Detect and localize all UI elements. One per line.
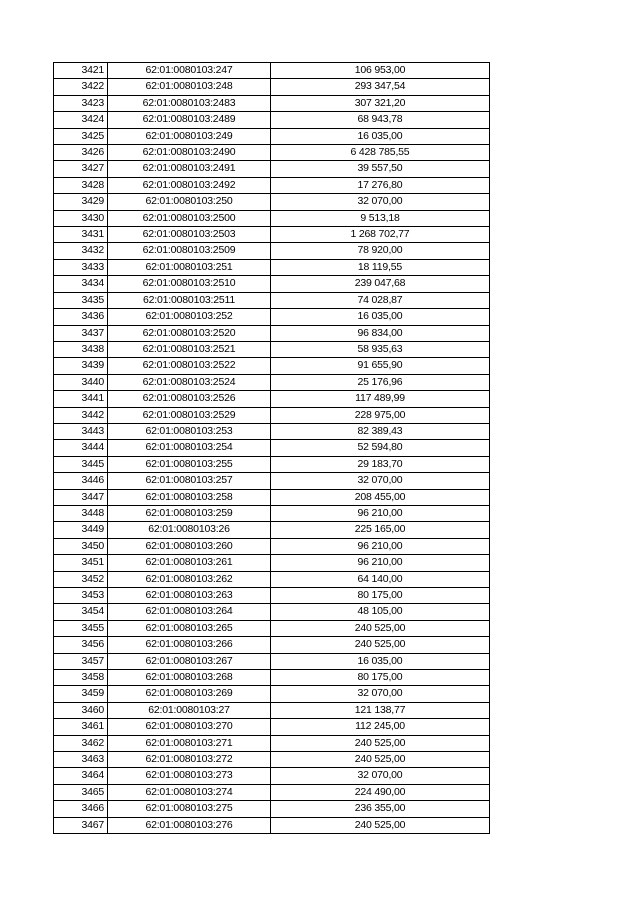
row-number-cell: 3443 xyxy=(54,423,108,439)
cadastral-value-cell: 6 428 785,55 xyxy=(271,145,490,161)
cadastral-value-cell: 240 525,00 xyxy=(271,735,490,751)
cadastral-number-cell: 62:01:0080103:2492 xyxy=(108,177,271,193)
row-number-cell: 3464 xyxy=(54,768,108,784)
row-number-cell: 3434 xyxy=(54,276,108,292)
cadastral-number-cell: 62:01:0080103:2511 xyxy=(108,292,271,308)
cadastral-number-cell: 62:01:0080103:247 xyxy=(108,63,271,79)
table-row xyxy=(54,440,490,456)
cadastral-value-cell: 112 245,00 xyxy=(271,719,490,735)
cadastral-number-cell: 62:01:0080103:267 xyxy=(108,653,271,669)
cadastral-number-cell: 62:01:0080103:265 xyxy=(108,620,271,636)
row-number-cell: 3426 xyxy=(54,145,108,161)
row-number-cell: 3422 xyxy=(54,79,108,95)
row-number-cell: 3421 xyxy=(54,63,108,79)
row-number-cell: 3438 xyxy=(54,341,108,357)
table-row xyxy=(54,276,490,292)
row-number-cell: 3455 xyxy=(54,620,108,636)
cadastral-number-cell: 62:01:0080103:2522 xyxy=(108,358,271,374)
row-number-cell: 3442 xyxy=(54,407,108,423)
table-row xyxy=(54,407,490,423)
cadastral-number-cell: 62:01:0080103:252 xyxy=(108,309,271,325)
cadastral-value-cell: 48 105,00 xyxy=(271,604,490,620)
cadastral-value-cell: 91 655,90 xyxy=(271,358,490,374)
row-number-cell: 3451 xyxy=(54,555,108,571)
cadastral-value-cell: 96 210,00 xyxy=(271,505,490,521)
cadastral-value-cell: 96 834,00 xyxy=(271,325,490,341)
table-row xyxy=(54,177,490,193)
table-row xyxy=(54,210,490,226)
table-row xyxy=(54,358,490,374)
cadastral-number-cell: 62:01:0080103:264 xyxy=(108,604,271,620)
cadastral-number-cell: 62:01:0080103:258 xyxy=(108,489,271,505)
cadastral-value-cell: 64 140,00 xyxy=(271,571,490,587)
table-row xyxy=(54,145,490,161)
row-number-cell: 3467 xyxy=(54,817,108,833)
row-number-cell: 3460 xyxy=(54,702,108,718)
row-number-cell: 3436 xyxy=(54,309,108,325)
cadastral-value-cell: 78 920,00 xyxy=(271,243,490,259)
cadastral-number-cell: 62:01:0080103:268 xyxy=(108,670,271,686)
table-row xyxy=(54,670,490,686)
row-number-cell: 3425 xyxy=(54,128,108,144)
cadastral-value-cell: 240 525,00 xyxy=(271,817,490,833)
row-number-cell: 3429 xyxy=(54,194,108,210)
table-row xyxy=(54,292,490,308)
cadastral-number-cell: 62:01:0080103:2520 xyxy=(108,325,271,341)
cadastral-number-cell: 62:01:0080103:2489 xyxy=(108,112,271,128)
table-row xyxy=(54,309,490,325)
cadastral-number-cell: 62:01:0080103:2490 xyxy=(108,145,271,161)
row-number-cell: 3456 xyxy=(54,637,108,653)
cadastral-number-cell: 62:01:0080103:254 xyxy=(108,440,271,456)
cadastral-value-cell: 293 347,54 xyxy=(271,79,490,95)
table-row xyxy=(54,456,490,472)
cadastral-number-cell: 62:01:0080103:275 xyxy=(108,801,271,817)
table-row xyxy=(54,79,490,95)
cadastral-value-cell: 121 138,77 xyxy=(271,702,490,718)
table-row xyxy=(54,243,490,259)
cadastral-number-cell: 62:01:0080103:272 xyxy=(108,752,271,768)
cadastral-value-cell: 236 355,00 xyxy=(271,801,490,817)
table-row xyxy=(54,604,490,620)
cadastral-number-cell: 62:01:0080103:263 xyxy=(108,588,271,604)
cadastral-value-cell: 208 455,00 xyxy=(271,489,490,505)
row-number-cell: 3441 xyxy=(54,391,108,407)
cadastral-value-cell: 25 176,96 xyxy=(271,374,490,390)
row-number-cell: 3427 xyxy=(54,161,108,177)
table-row xyxy=(54,473,490,489)
row-number-cell: 3424 xyxy=(54,112,108,128)
cadastral-number-cell: 62:01:0080103:27 xyxy=(108,702,271,718)
table-row xyxy=(54,719,490,735)
table-row xyxy=(54,555,490,571)
cadastral-value-cell: 74 028,87 xyxy=(271,292,490,308)
cadastral-number-cell: 62:01:0080103:269 xyxy=(108,686,271,702)
cadastral-number-cell: 62:01:0080103:251 xyxy=(108,259,271,275)
row-number-cell: 3449 xyxy=(54,522,108,538)
cadastral-value-cell: 240 525,00 xyxy=(271,637,490,653)
table-row xyxy=(54,588,490,604)
table-row xyxy=(54,735,490,751)
cadastral-number-cell: 62:01:0080103:2483 xyxy=(108,95,271,111)
table-row xyxy=(54,752,490,768)
cadastral-number-cell: 62:01:0080103:274 xyxy=(108,784,271,800)
row-number-cell: 3428 xyxy=(54,177,108,193)
table-row xyxy=(54,63,490,79)
row-number-cell: 3431 xyxy=(54,227,108,243)
cadastral-value-cell: 240 525,00 xyxy=(271,752,490,768)
cadastral-value-cell: 39 557,50 xyxy=(271,161,490,177)
cadastral-number-cell: 62:01:0080103:2509 xyxy=(108,243,271,259)
row-number-cell: 3448 xyxy=(54,505,108,521)
cadastral-value-cell: 225 165,00 xyxy=(271,522,490,538)
cadastral-value-cell: 80 175,00 xyxy=(271,588,490,604)
table-row xyxy=(54,768,490,784)
cadastral-number-cell: 62:01:0080103:255 xyxy=(108,456,271,472)
table-row xyxy=(54,227,490,243)
row-number-cell: 3454 xyxy=(54,604,108,620)
table-row xyxy=(54,391,490,407)
row-number-cell: 3459 xyxy=(54,686,108,702)
cadastral-number-cell: 62:01:0080103:261 xyxy=(108,555,271,571)
table-row xyxy=(54,653,490,669)
row-number-cell: 3450 xyxy=(54,538,108,554)
table-row xyxy=(54,702,490,718)
row-number-cell: 3465 xyxy=(54,784,108,800)
row-number-cell: 3462 xyxy=(54,735,108,751)
cadastral-value-cell: 16 035,00 xyxy=(271,128,490,144)
cadastral-number-cell: 62:01:0080103:273 xyxy=(108,768,271,784)
cadastral-number-cell: 62:01:0080103:253 xyxy=(108,423,271,439)
cadastral-number-cell: 62:01:0080103:2521 xyxy=(108,341,271,357)
cadastral-value-cell: 96 210,00 xyxy=(271,555,490,571)
cadastral-value-cell: 16 035,00 xyxy=(271,653,490,669)
table-row xyxy=(54,161,490,177)
cadastral-value-cell: 80 175,00 xyxy=(271,670,490,686)
cadastral-number-cell: 62:01:0080103:248 xyxy=(108,79,271,95)
row-number-cell: 3453 xyxy=(54,588,108,604)
table-row xyxy=(54,801,490,817)
table-row xyxy=(54,194,490,210)
cadastral-number-cell: 62:01:0080103:270 xyxy=(108,719,271,735)
table-body xyxy=(54,63,490,834)
cadastral-value-cell: 228 975,00 xyxy=(271,407,490,423)
cadastral-number-cell: 62:01:0080103:2526 xyxy=(108,391,271,407)
cadastral-value-cell: 240 525,00 xyxy=(271,620,490,636)
row-number-cell: 3437 xyxy=(54,325,108,341)
table-row xyxy=(54,686,490,702)
table-row xyxy=(54,341,490,357)
cadastral-value-cell: 1 268 702,77 xyxy=(271,227,490,243)
cadastral-value-cell: 32 070,00 xyxy=(271,194,490,210)
row-number-cell: 3433 xyxy=(54,259,108,275)
cadastral-value-cell: 117 489,99 xyxy=(271,391,490,407)
cadastral-value-cell: 9 513,18 xyxy=(271,210,490,226)
cadastral-value-cell: 82 389,43 xyxy=(271,423,490,439)
table-row xyxy=(54,95,490,111)
row-number-cell: 3430 xyxy=(54,210,108,226)
cadastral-value-cell: 32 070,00 xyxy=(271,473,490,489)
row-number-cell: 3458 xyxy=(54,670,108,686)
cadastral-number-cell: 62:01:0080103:249 xyxy=(108,128,271,144)
table-row xyxy=(54,571,490,587)
cadastral-value-cell: 17 276,80 xyxy=(271,177,490,193)
cadastral-number-cell: 62:01:0080103:257 xyxy=(108,473,271,489)
cadastral-value-cell: 18 119,55 xyxy=(271,259,490,275)
table-row xyxy=(54,505,490,521)
row-number-cell: 3447 xyxy=(54,489,108,505)
table-row xyxy=(54,784,490,800)
cadastral-number-cell: 62:01:0080103:276 xyxy=(108,817,271,833)
table-row xyxy=(54,637,490,653)
row-number-cell: 3466 xyxy=(54,801,108,817)
row-number-cell: 3445 xyxy=(54,456,108,472)
cadastral-number-cell: 62:01:0080103:2503 xyxy=(108,227,271,243)
cadastral-number-cell: 62:01:0080103:2500 xyxy=(108,210,271,226)
cadastral-value-cell: 32 070,00 xyxy=(271,768,490,784)
cadastral-number-cell: 62:01:0080103:2524 xyxy=(108,374,271,390)
row-number-cell: 3440 xyxy=(54,374,108,390)
cadastral-number-cell: 62:01:0080103:266 xyxy=(108,637,271,653)
cadastral-value-cell: 32 070,00 xyxy=(271,686,490,702)
table-row xyxy=(54,538,490,554)
table-row xyxy=(54,128,490,144)
cadastral-value-cell: 307 321,20 xyxy=(271,95,490,111)
row-number-cell: 3423 xyxy=(54,95,108,111)
row-number-cell: 3457 xyxy=(54,653,108,669)
cadastral-number-cell: 62:01:0080103:271 xyxy=(108,735,271,751)
row-number-cell: 3463 xyxy=(54,752,108,768)
table-row xyxy=(54,620,490,636)
table-row xyxy=(54,325,490,341)
table-row xyxy=(54,522,490,538)
cadastral-value-cell: 224 490,00 xyxy=(271,784,490,800)
row-number-cell: 3461 xyxy=(54,719,108,735)
table-row xyxy=(54,374,490,390)
cadastral-value-cell: 52 594,80 xyxy=(271,440,490,456)
row-number-cell: 3439 xyxy=(54,358,108,374)
cadastral-number-cell: 62:01:0080103:26 xyxy=(108,522,271,538)
table-row xyxy=(54,489,490,505)
cadastral-number-cell: 62:01:0080103:260 xyxy=(108,538,271,554)
cadastral-value-cell: 239 047,68 xyxy=(271,276,490,292)
row-number-cell: 3452 xyxy=(54,571,108,587)
cadastral-number-cell: 62:01:0080103:2529 xyxy=(108,407,271,423)
cadastral-number-cell: 62:01:0080103:250 xyxy=(108,194,271,210)
cadastral-value-table xyxy=(53,62,490,834)
row-number-cell: 3444 xyxy=(54,440,108,456)
cadastral-value-cell: 58 935,63 xyxy=(271,341,490,357)
cadastral-number-cell: 62:01:0080103:2510 xyxy=(108,276,271,292)
cadastral-number-cell: 62:01:0080103:259 xyxy=(108,505,271,521)
table-row xyxy=(54,817,490,833)
cadastral-value-cell: 16 035,00 xyxy=(271,309,490,325)
cadastral-value-cell: 106 953,00 xyxy=(271,63,490,79)
cadastral-value-cell: 96 210,00 xyxy=(271,538,490,554)
table-row xyxy=(54,259,490,275)
cadastral-number-cell: 62:01:0080103:2491 xyxy=(108,161,271,177)
table-row xyxy=(54,112,490,128)
cadastral-number-cell: 62:01:0080103:262 xyxy=(108,571,271,587)
row-number-cell: 3446 xyxy=(54,473,108,489)
row-number-cell: 3435 xyxy=(54,292,108,308)
table-row xyxy=(54,423,490,439)
cadastral-value-cell: 68 943,78 xyxy=(271,112,490,128)
row-number-cell: 3432 xyxy=(54,243,108,259)
cadastral-value-cell: 29 183,70 xyxy=(271,456,490,472)
